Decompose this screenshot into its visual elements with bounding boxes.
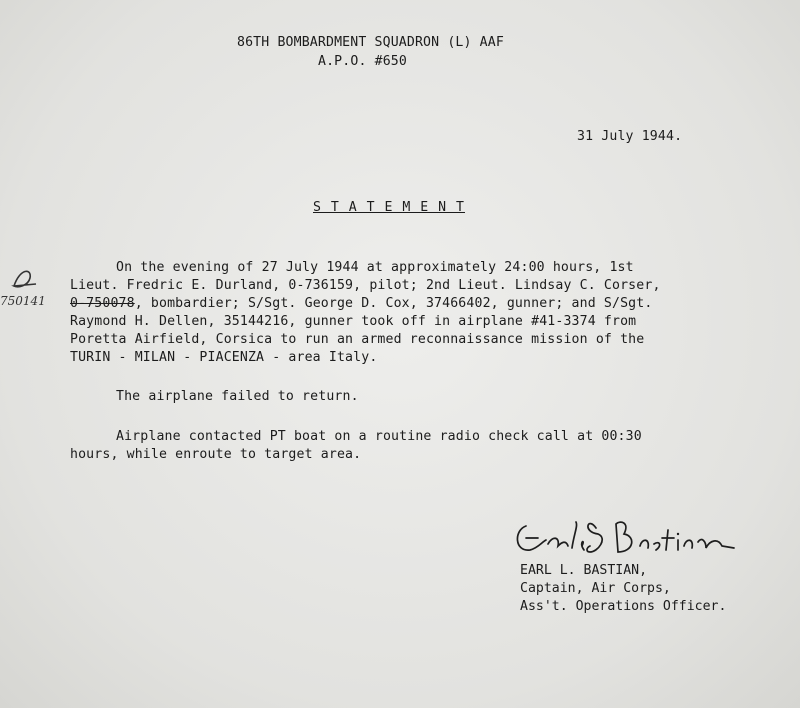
paragraph3-line1: Airplane contacted PT boat on a routine radio check call at 00:30	[116, 429, 642, 444]
document-title: S T A T E M E N T	[313, 200, 465, 215]
handwritten-margin-mark	[10, 264, 40, 294]
signatory-rank: Captain, Air Corps,	[520, 581, 671, 596]
signatory-position: Ass't. Operations Officer.	[520, 599, 727, 614]
apo-heading: A.P.O. #650	[318, 54, 407, 69]
handwritten-signature	[512, 512, 742, 562]
paragraph1-line5: Poretta Airfield, Corsica to run an armed reconnaissance mission of the	[70, 332, 645, 347]
paragraph1-line3-rest: , bombardier; S/Sgt. George D. Cox, 37466402, gunner; and S/Sgt.	[134, 296, 653, 311]
paragraph3-line2: hours, while enroute to target area.	[70, 447, 362, 462]
unit-heading: 86TH BOMBARDMENT SQUADRON (L) AAF	[237, 35, 504, 50]
paragraph1-line6: TURIN - MILAN - PIACENZA - area Italy.	[70, 350, 378, 365]
margin-serial-note: 750141	[0, 294, 46, 308]
signatory-name: EARL L. BASTIAN,	[520, 563, 648, 578]
paragraph1-line3	[70, 296, 652, 311]
paragraph1-line1: On the evening of 27 July 1944 at approximately 24:00 hours, 1st	[116, 260, 634, 275]
paragraph2: The airplane failed to return.	[116, 389, 359, 404]
paragraph1-line2: Lieut. Fredric E. Durland, 0-736159, pilot; 2nd Lieut. Lindsay C. Corser,	[70, 278, 661, 293]
document-date: 31 July 1944.	[577, 129, 683, 144]
struck-serial-number: 0-750078	[70, 296, 135, 311]
paragraph1-line4: Raymond H. Dellen, 35144216, gunner took off in airplane #41-3374 from	[70, 314, 637, 329]
